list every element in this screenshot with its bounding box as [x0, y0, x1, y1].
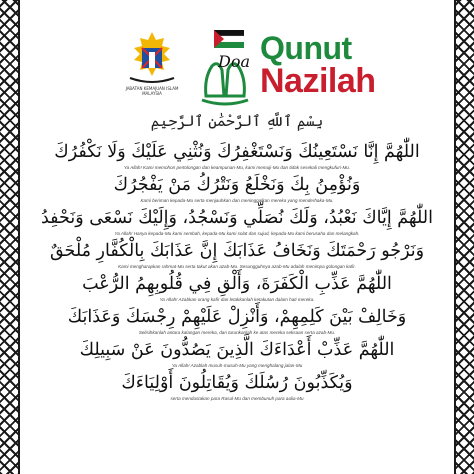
verse-arabic: وَنَرْجُو رَحْمَتَكَ وَنَخَافُ عَذَابَكَ إِنَّ عَذَابَكَ بِالْكُفَّارِ مُلْحَقٌ	[49, 241, 425, 261]
verse-arabic: اللّٰهُمَّ عَذِّبِ الْكَفَرَةَ، وَأَلْقِ فِي قُلُوبِهِمُ الرُّعْبَ	[82, 274, 392, 294]
verse-2	[28, 173, 446, 204]
verse-translation: Ya Allah! Azabkan orang kafir dan letakkanlah ketakutan dalam hati mereka.	[159, 297, 315, 302]
verse-arabic: اللّٰهُمَّ عَذِّبْ أَعْدَاءَكَ الَّذِينَ يَصُدُّونَ عَنْ سَبِيلِكَ	[79, 340, 395, 360]
verse-4	[28, 239, 446, 270]
verse-6	[28, 305, 446, 336]
verse-8	[28, 371, 446, 402]
verse-translation: serta mendustakan para Rasul-Mu dan membunuh para aulia-Mu	[170, 396, 304, 401]
basmalah: بِسْمِ ٱللَّهِ ٱلرَّحْمَٰنِ ٱلرَّحِيمِ	[150, 112, 324, 130]
verse-arabic: وَيُكَذِّبُونَ رُسُلَكَ وَيُقَاتِلُونَ أَوْلِيَاءَكَ	[121, 373, 353, 393]
header	[28, 22, 446, 112]
verse-arabic: وَنُؤْمِنُ بِكَ وَنَخْلَعُ وَنَتْرُكُ مَنْ يَفْجُرُكَ	[113, 175, 361, 195]
verse-7	[28, 338, 446, 369]
title-doa: Doa	[218, 52, 250, 71]
title-qunut: Qunut	[260, 30, 352, 66]
verse-translation: Ya Allah! Azablah musuh-musuh-Mu yang menghalang jalan-Mu	[171, 363, 303, 368]
verse-arabic: اللّٰهُمَّ إِيَّاكَ نَعْبُدُ، وَلَكَ نُصَلِّي وَنَسْجُدُ، وَإِلَيْكَ نَسْعَى وَنَحْفِدُ	[41, 208, 433, 228]
right-pattern-border	[454, 0, 474, 474]
verse-3	[28, 206, 446, 237]
verse-arabic: اللّٰهُمَّ إِنَّا نَسْتَعِينُكَ وَنَسْتَغْفِرُكَ وَنُثْنِي عَلَيْكَ وَلَا نَكْفُرُكَ	[54, 142, 420, 162]
verse-translation: Ya Allah! Kami memohon pertolongan dan keampunan-Mu, kami memuji-Mu dan tidak sesekali mengkufuri-Mu.	[123, 165, 351, 170]
verse-translation: Selisihkanlah antara kalangan mereka, dan turunkanlah ke atas mereka seksaan serta azab-Mu.	[138, 330, 336, 335]
logo-caption: JABATAN KEMAJUAN ISLAM MALAYSIA	[125, 86, 179, 96]
poster-content	[28, 0, 446, 474]
verse-1	[28, 140, 446, 171]
title-nazilah: Nazilah	[260, 62, 376, 100]
verse-translation: Kami mengharapkan rahmat-Mu serta takut akan azab-Mu. Sesungguhnya azab-Mu adalah menimpa golongan kafir.	[118, 264, 356, 269]
jakim-emblem-icon	[120, 30, 184, 86]
verse-translation: Ya Allah! Hanya kepada-Mu kami sembah, kepada-Mu kami solat dan sujud, kepada-Mu kami berusaha dan melangkah.	[114, 231, 360, 236]
verse-translation: Kami beriman kepada-Mu serta menjauhkan dan meninggalkan mereka yang menderhaka-Mu.	[140, 198, 334, 203]
verse-5	[28, 272, 446, 303]
left-pattern-border	[0, 0, 20, 474]
verse-list	[28, 140, 446, 404]
verse-arabic: وَخَالِفْ بَيْنَ كَلِمِهِمْ، وَأَنْزِلْ عَلَيْهِمْ رِجْسَكَ وَعَذَابَكَ	[67, 307, 407, 327]
jakim-logo	[120, 30, 184, 102]
